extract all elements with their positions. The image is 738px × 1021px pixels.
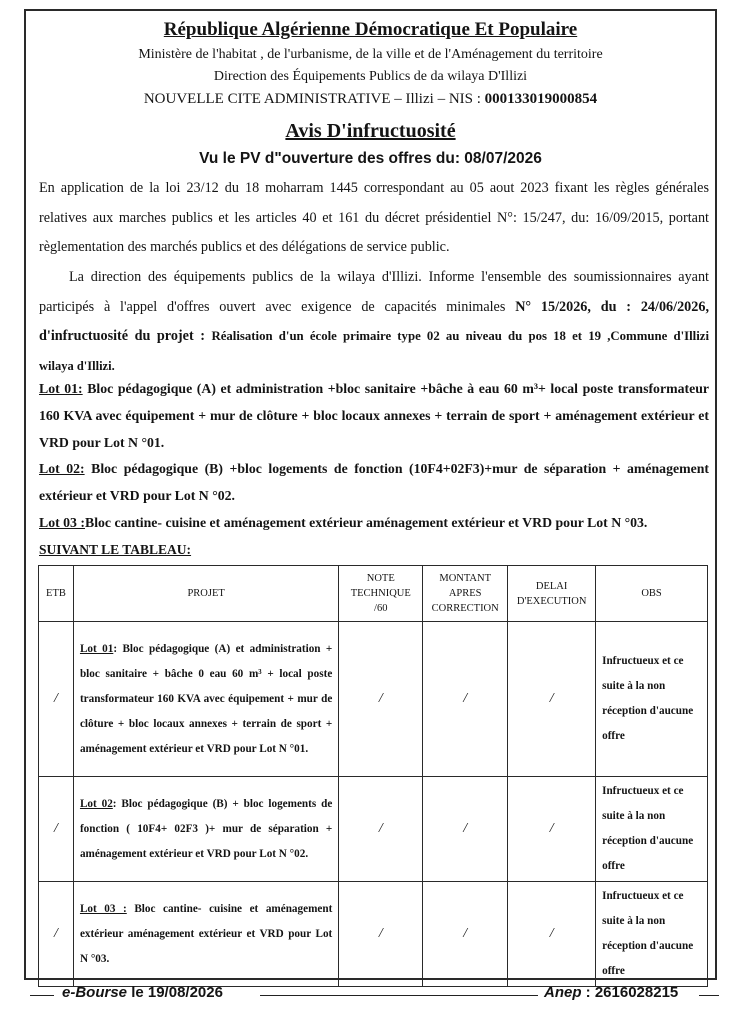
- address-line: [24, 91, 717, 108]
- legal-paragraph: [39, 174, 709, 263]
- cell-lot-label: Lot 02: [79, 797, 113, 810]
- table-row: [39, 622, 708, 777]
- lot-01-description: [39, 375, 709, 456]
- cell-obs: Infructueux et ce suite à la non réception d'aucune offre: [596, 777, 708, 882]
- cell-etb: /: [39, 882, 74, 987]
- lot-01-text-1: Bloc pédagogique (A) et administration +bloc sanitaire +bâche à eau 60 m³+ local poste transformateur: [87, 381, 709, 396]
- cell-lot-label: Lot 01: [79, 642, 114, 655]
- nis-label: – NIS :: [437, 91, 481, 107]
- anep-reference: [544, 984, 678, 1001]
- header-montant-line-3: CORRECTION: [431, 603, 499, 614]
- lot-03-text-1: Bloc cantine- cuisine et aménagement extérieur aménagement extérieur et VRD pour Lot N °03.: [85, 515, 648, 530]
- cell-lot-label: Lot 03 :: [79, 902, 127, 915]
- footer-rule: [699, 995, 719, 996]
- ministry-line: Ministère de l'habitat , de l'urbanisme, de la ville et de l'Aménagement du territoire: [138, 47, 603, 62]
- nis-value: 000133019000854: [484, 91, 598, 107]
- info-line-4: wilaya d'Illizi.: [39, 358, 115, 373]
- header-montant-line-2: APRES: [448, 588, 482, 599]
- info-line-2: [39, 293, 709, 323]
- direction-line: Direction des Équipements Publics de da wilaya D'Illizi: [213, 69, 528, 84]
- cell-projet: [73, 622, 338, 777]
- lot-01-line-2: 160 KVA avec équipement + mur de clôture + bloc locaux annexes + terrain de sport + aménagement extérieur et: [39, 408, 709, 423]
- lot-01-label: Lot 01:: [39, 381, 83, 396]
- header-montant-line-1: MONTANT: [439, 573, 492, 584]
- header-note: [339, 566, 423, 622]
- cell-obs: Infructueux et ce suite à la non réception d'aucune offre: [596, 882, 708, 987]
- legal-line-3: règlementation des marchés publics et des délégations de service public.: [39, 239, 450, 255]
- lot-02-text-1: Bloc pédagogique (B) +bloc logements de fonction (10F4+02F3)+mur de séparation + aménagement: [91, 461, 709, 476]
- cell-note: /: [339, 622, 423, 777]
- lot-03-description: [39, 509, 709, 536]
- lot-03-label: Lot 03 :: [39, 515, 85, 530]
- header-montant: [423, 566, 508, 622]
- cite-text: NOUVELLE CITE ADMINISTRATIVE – Illizi: [143, 91, 434, 107]
- source-date: le 19/08/2026: [127, 984, 223, 1001]
- info-line-2-start: participés à l'appel d'offres ouvert avec exigence de capacités minimales: [39, 298, 506, 315]
- anep-value: : 2616028215: [581, 984, 679, 1001]
- cell-montant: /: [423, 882, 508, 987]
- notice-title: Avis D'infructuosité: [285, 120, 456, 142]
- anep-label: Anep: [544, 984, 582, 1001]
- table-row: [39, 777, 708, 882]
- cell-delai: /: [508, 882, 596, 987]
- cell-projet: [73, 882, 338, 987]
- footer-rule: [30, 995, 54, 996]
- project-description: Réalisation d'un école primaire type 02 au niveau du pos 18 et 19 ,Commune d'Illizi: [211, 329, 710, 343]
- info-paragraph: [39, 263, 709, 381]
- cell-etb: /: [39, 777, 74, 882]
- header-projet: PROJET: [73, 566, 338, 622]
- table-row: [39, 882, 708, 987]
- republic-heading: République Algérienne Démocratique Et Populaire: [163, 19, 578, 40]
- cell-projet-text: : Bloc pédagogique (B) + bloc logements de fonction ( 10F4+ 02F3 )+ mur de séparation + aménagement extérieur et VRD pour Lot N °02.: [79, 797, 333, 860]
- cell-montant: /: [423, 622, 508, 777]
- cell-delai: /: [508, 777, 596, 882]
- header-note-line-2: TECHNIQUE: [350, 588, 411, 599]
- header-note-line-3: /60: [374, 603, 388, 614]
- source-name: e-Bourse: [62, 984, 128, 1001]
- table-intro: SUIVANT LE TABLEAU:: [39, 542, 192, 557]
- publication-source: [62, 984, 223, 1001]
- lot-01-line-3: VRD pour Lot N °01.: [39, 435, 165, 450]
- legal-line-1: En application de la loi 23/12 du 18 moharram 1445 correspondant au 05 aout 2023 fixant les règles générales: [39, 180, 709, 196]
- notice-subtitle: Vu le PV d"ouverture des offres du: 08/07/2026: [199, 150, 542, 167]
- lot-03-line-1: [39, 515, 647, 530]
- cell-projet: [73, 777, 338, 882]
- lot-01-line-1: [39, 375, 709, 402]
- cell-projet-text: : Bloc pédagogique (A) et administration + bloc sanitaire + bâche 0 eau 60 m³ + local poste transformateur 160 KVA avec équipement + mur de clôture + bloc locaux annexes + terrain de sport + aménagement extérieur et VRD pour Lot N °01.: [79, 642, 333, 755]
- header-delai-line-2: D'EXECUTION: [516, 595, 587, 607]
- info-line-3: [39, 322, 709, 352]
- header-etb: ETB: [39, 566, 74, 622]
- infructuosity-label: d'infructuosité du projet :: [39, 328, 205, 344]
- cell-delai: /: [508, 622, 596, 777]
- cell-note: /: [339, 882, 423, 987]
- lot-02-line-1: [39, 455, 709, 482]
- cell-note: /: [339, 777, 423, 882]
- header-delai-line-1: DELAI: [535, 580, 568, 592]
- footer: [30, 984, 720, 1008]
- header-delai: [508, 566, 596, 622]
- lot-02-line-2: extérieur et VRD pour Lot N °02.: [39, 488, 235, 503]
- header-obs: OBS: [596, 566, 708, 622]
- footer-rule: [260, 995, 538, 996]
- tender-reference: N° 15/2026, du : 24/06/2026,: [515, 298, 710, 315]
- table-header-row: [39, 566, 708, 622]
- results-table: [38, 565, 708, 987]
- lot-02-label: Lot 02:: [39, 461, 85, 476]
- cell-montant: /: [423, 777, 508, 882]
- legal-line-2: relatives aux marches publics et les articles 40 et 161 du décret présidentiel N°: 15/247, du: 16/09/2015, portant: [39, 209, 709, 226]
- cell-projet-text: Bloc cantine- cuisine et aménagement extérieur aménagement extérieur et VRD pour Lot N °03.: [79, 902, 333, 965]
- info-line-1: La direction des équipements publics de la wilaya d'Illizi. Informe l'ensemble des soumissionnaires ayant: [69, 269, 709, 285]
- lot-02-description: [39, 455, 709, 509]
- cell-obs: Infructueux et ce suite à la non réception d'aucune offre: [596, 622, 708, 777]
- header-note-line-1: NOTE: [366, 573, 395, 584]
- cell-etb: /: [39, 622, 74, 777]
